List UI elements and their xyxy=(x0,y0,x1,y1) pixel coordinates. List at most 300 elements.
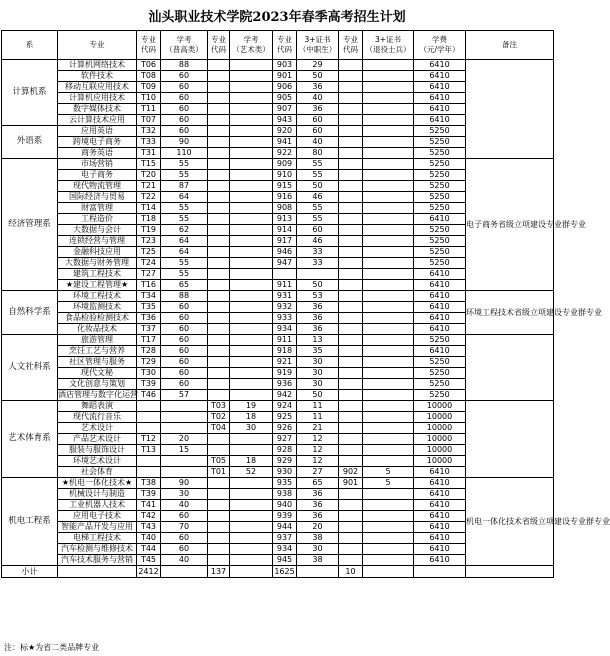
table-cell xyxy=(208,324,230,335)
table-cell xyxy=(208,500,230,511)
table-cell xyxy=(363,335,414,346)
table-cell: 60 xyxy=(161,346,208,357)
table-cell: 30 xyxy=(297,379,339,390)
table-cell xyxy=(208,159,230,170)
table-cell xyxy=(208,247,230,258)
table-cell xyxy=(339,346,363,357)
table-cell xyxy=(339,269,363,280)
table-cell: T34 xyxy=(137,291,161,302)
department-name: 人文社科系 xyxy=(2,335,58,401)
table-cell: 906 xyxy=(273,82,297,93)
column-header: 专业 代码 xyxy=(137,31,161,60)
table-cell xyxy=(363,346,414,357)
table-cell: 10000 xyxy=(414,456,466,467)
table-cell xyxy=(363,236,414,247)
table-cell: 926 xyxy=(273,423,297,434)
table-cell xyxy=(363,489,414,500)
subtotal-cell xyxy=(414,566,466,578)
remark-cell: 机电一体化技术省级立项建设专业群专业 xyxy=(466,478,554,566)
table-cell: 936 xyxy=(273,379,297,390)
table-cell: 30 xyxy=(297,544,339,555)
table-cell xyxy=(339,423,363,434)
table-cell xyxy=(339,170,363,181)
table-cell: 930 xyxy=(273,467,297,478)
column-header: 专业 代码 xyxy=(339,31,363,60)
table-cell xyxy=(363,313,414,324)
table-cell: T12 xyxy=(137,434,161,445)
table-cell xyxy=(363,456,414,467)
column-header: 3+证书 （中职生） xyxy=(297,31,339,60)
table-row xyxy=(2,335,554,346)
table-cell xyxy=(230,368,273,379)
table-cell xyxy=(230,335,273,346)
table-cell: T10 xyxy=(137,93,161,104)
table-cell xyxy=(208,335,230,346)
table-cell xyxy=(363,555,414,566)
table-cell xyxy=(363,159,414,170)
table-row xyxy=(2,159,554,170)
table-cell: 60 xyxy=(161,313,208,324)
table-cell: 901 xyxy=(273,71,297,82)
table-cell: T38 xyxy=(137,478,161,489)
table-cell xyxy=(230,137,273,148)
table-cell xyxy=(339,82,363,93)
table-cell: T30 xyxy=(137,368,161,379)
table-cell: 87 xyxy=(161,181,208,192)
table-cell xyxy=(230,379,273,390)
table-cell: 36 xyxy=(297,302,339,313)
table-cell: 46 xyxy=(297,236,339,247)
table-cell xyxy=(339,555,363,566)
major-name: 智能产品开发与应用 xyxy=(58,522,137,533)
table-cell xyxy=(208,115,230,126)
table-cell xyxy=(208,269,230,280)
table-cell: 934 xyxy=(273,324,297,335)
table-cell xyxy=(339,313,363,324)
table-cell: T46 xyxy=(137,390,161,401)
table-cell: 36 xyxy=(297,489,339,500)
table-cell: 11 xyxy=(297,401,339,412)
table-cell: 6410 xyxy=(414,104,466,115)
table-cell: T42 xyxy=(137,511,161,522)
remark-cell xyxy=(466,401,554,478)
table-cell xyxy=(208,302,230,313)
major-name: 现代文秘 xyxy=(58,368,137,379)
table-cell xyxy=(339,434,363,445)
table-cell xyxy=(363,258,414,269)
table-cell xyxy=(230,82,273,93)
table-cell: 70 xyxy=(161,522,208,533)
table-cell: T28 xyxy=(137,346,161,357)
table-cell xyxy=(230,291,273,302)
table-cell: 5250 xyxy=(414,148,466,159)
table-cell xyxy=(137,423,161,434)
table-cell xyxy=(339,159,363,170)
table-cell: 5250 xyxy=(414,181,466,192)
table-cell: T33 xyxy=(137,137,161,148)
table-cell: 30 xyxy=(230,423,273,434)
subtotal-cell xyxy=(230,566,273,578)
table-cell: 38 xyxy=(297,533,339,544)
table-cell xyxy=(208,368,230,379)
table-cell: 46 xyxy=(297,192,339,203)
table-cell: 907 xyxy=(273,104,297,115)
table-row xyxy=(2,291,554,302)
table-cell: 5250 xyxy=(414,159,466,170)
table-cell xyxy=(208,192,230,203)
major-name: 软件技术 xyxy=(58,71,137,82)
table-cell xyxy=(230,269,273,280)
table-cell xyxy=(230,302,273,313)
table-cell: 10000 xyxy=(414,423,466,434)
table-cell xyxy=(208,170,230,181)
major-name: 应用电子技术 xyxy=(58,511,137,522)
table-cell: 6410 xyxy=(414,500,466,511)
table-cell: 38 xyxy=(297,555,339,566)
major-name: 连锁经营与管理 xyxy=(58,236,137,247)
table-cell: 10000 xyxy=(414,412,466,423)
table-cell: 943 xyxy=(273,115,297,126)
table-cell xyxy=(363,148,414,159)
page-title: 汕头职业技术学院2023年春季高考招生计划 xyxy=(148,10,406,25)
table-cell: 909 xyxy=(273,159,297,170)
table-cell xyxy=(230,346,273,357)
table-cell: 914 xyxy=(273,225,297,236)
table-cell: 20 xyxy=(297,522,339,533)
table-cell xyxy=(208,148,230,159)
table-cell xyxy=(339,456,363,467)
table-cell: T13 xyxy=(137,445,161,456)
major-name: 国际经济与贸易 xyxy=(58,192,137,203)
table-cell xyxy=(363,390,414,401)
table-cell: 924 xyxy=(273,401,297,412)
table-cell xyxy=(208,82,230,93)
table-cell: 10000 xyxy=(414,401,466,412)
table-cell: T03 xyxy=(208,401,230,412)
major-name: 化妆品技术 xyxy=(58,324,137,335)
table-cell xyxy=(297,269,339,280)
table-cell: 934 xyxy=(273,544,297,555)
table-cell: T36 xyxy=(137,313,161,324)
table-cell: 5250 xyxy=(414,236,466,247)
table-cell: 64 xyxy=(161,247,208,258)
table-cell: 55 xyxy=(297,159,339,170)
major-name: 机械设计与制造 xyxy=(58,489,137,500)
table-cell xyxy=(208,445,230,456)
table-cell: 88 xyxy=(161,291,208,302)
table-cell: 6410 xyxy=(414,324,466,335)
table-cell xyxy=(363,214,414,225)
table-cell xyxy=(230,500,273,511)
table-cell xyxy=(230,71,273,82)
major-name: 现代物流管理 xyxy=(58,181,137,192)
table-cell: T32 xyxy=(137,126,161,137)
department-name: 自然科学系 xyxy=(2,291,58,335)
table-cell xyxy=(363,522,414,533)
major-name: 云计算技术应用 xyxy=(58,115,137,126)
major-name: 产品艺术设计 xyxy=(58,434,137,445)
table-cell xyxy=(339,544,363,555)
table-cell: 6410 xyxy=(414,280,466,291)
table-cell: 5250 xyxy=(414,247,466,258)
table-cell xyxy=(363,511,414,522)
table-cell: 55 xyxy=(161,159,208,170)
table-cell: 903 xyxy=(273,60,297,71)
table-cell: 52 xyxy=(230,467,273,478)
table-cell xyxy=(339,533,363,544)
table-cell xyxy=(230,511,273,522)
table-cell xyxy=(208,489,230,500)
table-cell xyxy=(339,302,363,313)
table-cell xyxy=(161,423,208,434)
table-cell: 6410 xyxy=(414,93,466,104)
major-name: 大数据与会计 xyxy=(58,225,137,236)
table-cell: T19 xyxy=(137,225,161,236)
table-cell xyxy=(363,379,414,390)
table-cell xyxy=(363,434,414,445)
table-cell: 40 xyxy=(161,500,208,511)
table-cell xyxy=(339,258,363,269)
table-row xyxy=(2,478,554,489)
department-name: 外语系 xyxy=(2,126,58,159)
table-cell: 13 xyxy=(297,335,339,346)
major-name: 计算机应用技术 xyxy=(58,93,137,104)
table-cell xyxy=(230,214,273,225)
table-cell xyxy=(230,313,273,324)
table-cell: T06 xyxy=(137,60,161,71)
major-name: 环境工程技术 xyxy=(58,291,137,302)
major-name: 计算机网络技术 xyxy=(58,60,137,71)
table-cell xyxy=(339,225,363,236)
table-cell: 901 xyxy=(339,478,363,489)
table-cell: 6410 xyxy=(414,555,466,566)
table-cell: 6410 xyxy=(414,115,466,126)
table-cell: 36 xyxy=(297,500,339,511)
table-cell: 35 xyxy=(297,346,339,357)
subtotal-remark xyxy=(466,566,554,578)
table-cell xyxy=(363,324,414,335)
table-cell: 5250 xyxy=(414,203,466,214)
major-name: 建筑工程技术 xyxy=(58,269,137,280)
table-cell: T27 xyxy=(137,269,161,280)
table-cell xyxy=(339,71,363,82)
table-cell: 36 xyxy=(297,511,339,522)
table-cell: 12 xyxy=(297,456,339,467)
table-cell xyxy=(230,115,273,126)
table-cell: 80 xyxy=(297,148,339,159)
table-row xyxy=(2,401,554,412)
table-cell: 12 xyxy=(297,434,339,445)
table-cell: 5250 xyxy=(414,390,466,401)
table-cell xyxy=(208,346,230,357)
table-cell: 50 xyxy=(297,390,339,401)
table-cell: 55 xyxy=(161,269,208,280)
table-cell: 55 xyxy=(297,214,339,225)
table-cell: 920 xyxy=(273,126,297,137)
table-cell: 60 xyxy=(161,104,208,115)
table-cell: 36 xyxy=(297,82,339,93)
subtotal-cell: 10 xyxy=(339,566,363,578)
column-header: 3+证书 （退役士兵） xyxy=(363,31,414,60)
table-cell: 6410 xyxy=(414,60,466,71)
column-header: 专业 xyxy=(58,31,137,60)
table-cell xyxy=(363,126,414,137)
table-cell xyxy=(230,478,273,489)
table-cell: 935 xyxy=(273,478,297,489)
major-name: ★机电一体化技术★ xyxy=(58,478,137,489)
table-cell: 36 xyxy=(297,313,339,324)
major-name: 汽车技术服务与营销 xyxy=(58,555,137,566)
table-cell: 921 xyxy=(273,357,297,368)
major-name: 文化创意与策划 xyxy=(58,379,137,390)
table-cell: 30 xyxy=(297,368,339,379)
table-cell: 922 xyxy=(273,148,297,159)
table-cell xyxy=(339,368,363,379)
subtotal-label: 小计 xyxy=(2,566,58,578)
column-header: 学考 （艺术类） xyxy=(230,31,273,60)
table-cell: 21 xyxy=(297,423,339,434)
table-cell xyxy=(363,203,414,214)
table-cell xyxy=(363,104,414,115)
table-cell xyxy=(339,280,363,291)
table-cell xyxy=(230,434,273,445)
table-cell: 50 xyxy=(297,181,339,192)
table-cell: 55 xyxy=(161,203,208,214)
table-cell: 12 xyxy=(297,445,339,456)
table-cell: 60 xyxy=(161,126,208,137)
subtotal-cell: 137 xyxy=(208,566,230,578)
table-cell xyxy=(363,192,414,203)
remark-cell: 电子商务省级立项建设专业群专业 xyxy=(466,159,554,291)
table-cell: 30 xyxy=(297,357,339,368)
table-cell xyxy=(230,104,273,115)
table-cell xyxy=(363,60,414,71)
major-name: ★建设工程管理★ xyxy=(58,280,137,291)
table-cell: 911 xyxy=(273,280,297,291)
table-cell: 60 xyxy=(297,115,339,126)
table-cell xyxy=(208,93,230,104)
table-cell: 60 xyxy=(161,71,208,82)
table-cell xyxy=(230,126,273,137)
table-cell: 939 xyxy=(273,511,297,522)
table-cell: T39 xyxy=(137,489,161,500)
table-cell: 910 xyxy=(273,170,297,181)
table-cell xyxy=(230,203,273,214)
table-cell: T37 xyxy=(137,324,161,335)
table-cell xyxy=(208,291,230,302)
table-cell: 10000 xyxy=(414,445,466,456)
table-cell xyxy=(363,445,414,456)
table-cell xyxy=(230,258,273,269)
table-cell xyxy=(363,137,414,148)
table-cell: 5250 xyxy=(414,258,466,269)
major-name: 服装与服饰设计 xyxy=(58,445,137,456)
table-cell xyxy=(339,489,363,500)
table-cell: 60 xyxy=(161,533,208,544)
column-header: 系 xyxy=(2,31,58,60)
table-cell: 944 xyxy=(273,522,297,533)
table-cell: 62 xyxy=(161,225,208,236)
table-cell xyxy=(137,467,161,478)
table-cell xyxy=(161,467,208,478)
table-cell: T18 xyxy=(137,214,161,225)
table-cell: 941 xyxy=(273,137,297,148)
major-name: 食品检验检测技术 xyxy=(58,313,137,324)
major-name: 跨境电子商务 xyxy=(58,137,137,148)
table-cell xyxy=(339,60,363,71)
table-cell: 6410 xyxy=(414,511,466,522)
table-cell xyxy=(230,544,273,555)
table-cell: 929 xyxy=(273,456,297,467)
major-name: 商务英语 xyxy=(58,148,137,159)
column-header: 备注 xyxy=(466,31,554,60)
table-cell: 5250 xyxy=(414,137,466,148)
table-cell: 33 xyxy=(297,258,339,269)
table-cell xyxy=(339,203,363,214)
subtotal-cell xyxy=(161,566,208,578)
table-cell: T02 xyxy=(208,412,230,423)
subtotal-cell: 2412 xyxy=(138,566,159,576)
column-header: 专业 代码 xyxy=(273,31,297,60)
major-name: 社区管理与服务 xyxy=(58,357,137,368)
table-cell: T40 xyxy=(137,533,161,544)
table-cell xyxy=(339,126,363,137)
table-cell xyxy=(339,93,363,104)
table-cell: 60 xyxy=(297,126,339,137)
table-cell xyxy=(339,247,363,258)
table-cell xyxy=(273,269,297,280)
table-row xyxy=(2,60,554,71)
table-cell xyxy=(137,412,161,423)
table-cell: 60 xyxy=(161,93,208,104)
table-cell xyxy=(230,280,273,291)
table-cell xyxy=(230,181,273,192)
table-cell: 57 xyxy=(161,390,208,401)
major-name: 数字媒体技术 xyxy=(58,104,137,115)
subtotal-cell: 1625 xyxy=(274,566,295,576)
table-cell xyxy=(208,126,230,137)
table-cell xyxy=(363,291,414,302)
table-cell: 5250 xyxy=(414,368,466,379)
table-cell xyxy=(339,379,363,390)
major-name: 环境监测技术 xyxy=(58,302,137,313)
table-cell xyxy=(339,335,363,346)
table-cell: 905 xyxy=(273,93,297,104)
major-name: 烹饪工艺与营养 xyxy=(58,346,137,357)
table-cell: 5250 xyxy=(414,335,466,346)
table-cell: 5 xyxy=(363,478,414,489)
table-cell: 60 xyxy=(161,82,208,93)
table-cell: 5250 xyxy=(414,126,466,137)
table-cell xyxy=(363,115,414,126)
table-cell: T11 xyxy=(137,104,161,115)
table-cell xyxy=(230,357,273,368)
major-name: 艺术设计 xyxy=(58,423,137,434)
table-cell xyxy=(161,456,208,467)
subtotal-row xyxy=(2,566,554,578)
table-cell xyxy=(208,511,230,522)
table-cell xyxy=(363,500,414,511)
table-cell xyxy=(208,533,230,544)
table-cell xyxy=(363,170,414,181)
table-cell xyxy=(339,148,363,159)
table-cell xyxy=(339,214,363,225)
table-cell: T43 xyxy=(137,522,161,533)
table-cell xyxy=(230,324,273,335)
department-name: 经济管理系 xyxy=(2,159,58,291)
major-name: 移动互联应用技术 xyxy=(58,82,137,93)
department-name: 机电工程系 xyxy=(2,478,58,566)
